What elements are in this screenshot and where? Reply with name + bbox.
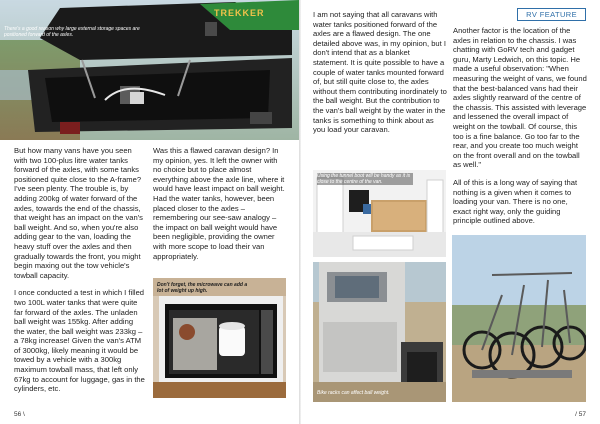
microwave-illustration xyxy=(153,278,286,398)
right-page-number: / 57 xyxy=(575,411,586,418)
paragraph: But how many vans have you seen with two 100-plus litre water tanks forward of the axles, with some tanks positioned quite close to the A-frame? I've seen plenty. The trouble is, by adding 200kg of water forward of the axles, towards the end of the chassis, that weight has an impact on the van's ball weight. And so, when you're also adding gear to the van, loading the heavy stuff over the axles and then gradually towards the front, you might begin maxing out the tow vehicle's towball capacity. xyxy=(14,146,143,280)
paragraph: I once conducted a test in which I filled two 100L water tanks that were quite far forward of the axles. The unladen ball weight was 155kg. After adding the water, the ball weight was 233kg – a 78kg increase! Given the van's ATM of 3000kg, likely meaning it would be towed by a vehicle with a 300kg maximum towball mass, that left only 67kg to account for luggage, gas in the cylinders, etc. xyxy=(14,288,145,394)
van-rear-photo xyxy=(313,262,446,402)
right-column-1 xyxy=(313,10,447,143)
microwave-photo-caption: Don't forget, the microwave can add a lot of weight up high. xyxy=(157,282,248,294)
storage-photo-caption: There's a good reason why large external storage spaces are positioned forward of the axles. xyxy=(4,26,140,38)
van-rear-caption: Bike racks can affect ball weight. xyxy=(317,390,390,396)
left-page-number: 56 \ xyxy=(14,411,25,418)
bikes-illustration xyxy=(452,235,586,402)
page-spine xyxy=(299,0,301,424)
right-column-2 xyxy=(453,26,587,234)
trekker-brand-text: TREKKER xyxy=(214,8,265,18)
paragraph: I am not saying that all caravans with water tanks positioned forward of the axles are a flawed design. The one detailed above was, in my opinion, but I don't intend that as a blanket statement. It is quite possible to have a couple of water tanks mounted forward of, but still quite close to, the axles without them contributing inordinately to the ball weight. But the contribution to the van's ball weight by the water in the tanks is something to think about as you load your caravan. xyxy=(313,10,447,135)
left-column-2 xyxy=(153,146,287,269)
storage-box-illustration xyxy=(0,0,299,140)
paragraph: Was this a flawed caravan design? In my opinion, yes. It left the owner with no choice but to place almost everything above the axle line, where it would have least impact on ball weight. Had the water tanks, however, been placed closer to the axles – remembering our see-saw analogy – the impact on ball weight would have been negligible, providing the owner with more scope to load their van appropriately. xyxy=(153,146,285,261)
paragraph: All of this is a long way of saying that nothing is a given when it comes to loading your van. There is no one, exact right way, only the guiding principle outlined above. xyxy=(453,177,578,226)
tunnel-boot-caption: Using the tunnel boot will be handy as it is close to the centre of the van. xyxy=(317,173,413,185)
tunnel-boot-photo xyxy=(313,170,446,257)
bikes-photo xyxy=(452,235,586,402)
section-tag: RV FEATURE xyxy=(517,8,586,21)
microwave-photo xyxy=(153,278,286,398)
paragraph: Another factor is the location of the axles in relation to the chassis. I was chatting with GoRV tech and gadget guru, Marty Ledwich, on this topic. He made a useful observation: "When measuring the weight of vans, we found that the best-balanced vans had their axles slightly rearward of the centre of the chassis. This assisted with leverage and lessened the overall impact of weight on the towball. Of course, this too is a fine balance. Go too far to the rear, and you create too much weight on the front overall and on the towball as well." xyxy=(453,26,587,170)
storage-box-photo xyxy=(0,0,299,140)
left-column-1 xyxy=(14,146,145,402)
van-rear-illustration xyxy=(313,262,446,402)
